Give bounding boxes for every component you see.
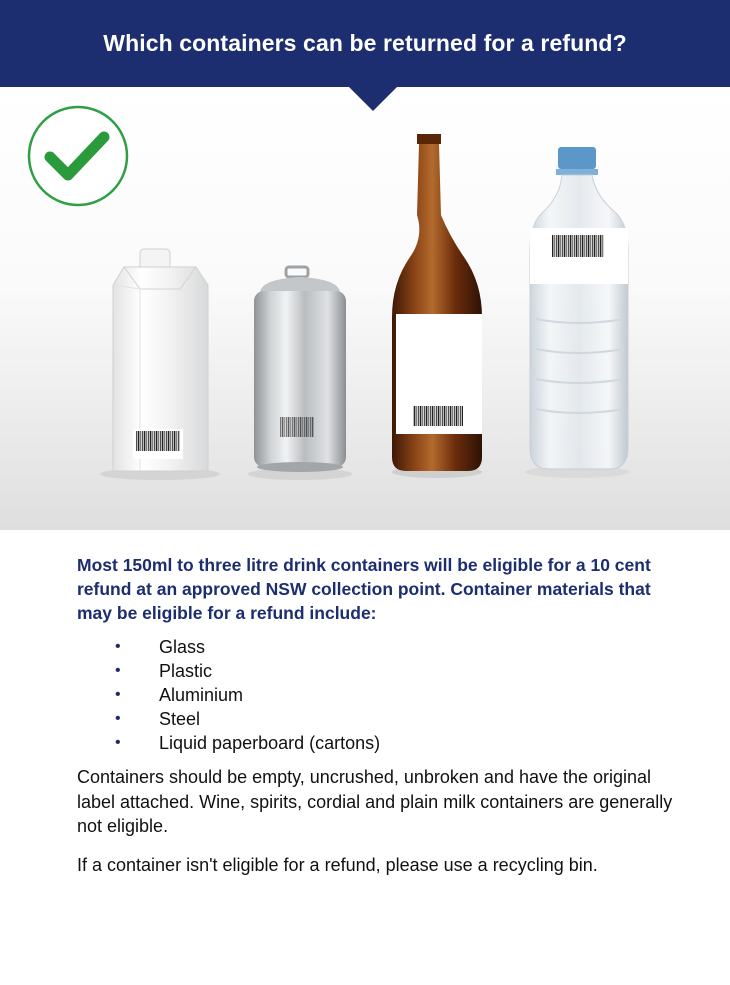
header-pointer <box>348 86 398 111</box>
can-image <box>254 267 346 472</box>
bullet: • <box>115 734 121 751</box>
material-label: Liquid paperboard (cartons) <box>159 733 381 753</box>
bullet: • <box>115 686 121 703</box>
material-label: Aluminium <box>159 685 244 705</box>
list-item <box>77 707 677 731</box>
list-item <box>77 635 677 659</box>
condition-note: Containers should be empty, uncrushed, unbroken and have the original label attached. Wine, spirits, cordial and plain milk containers are generally not eligible. <box>77 767 673 836</box>
checkmark-circle-icon <box>29 107 127 205</box>
list-item <box>77 731 677 755</box>
carton-image <box>113 249 208 471</box>
bullet: • <box>115 710 121 727</box>
list-item <box>77 683 677 707</box>
containers-photo <box>0 87 730 530</box>
material-label: Steel <box>159 709 201 729</box>
plastic-bottle-image <box>530 147 628 469</box>
material-label: Plastic <box>159 661 213 681</box>
bullet: • <box>115 662 121 679</box>
list-item <box>77 659 677 683</box>
bullet: • <box>115 638 121 655</box>
info-content <box>77 553 677 891</box>
eligibility-intro: Most 150ml to three litre drink containers will be eligible for a 10 cent refund at an approved NSW collection point. Container materials that may be eligible for a refund include: <box>77 555 651 623</box>
header-banner <box>0 0 730 87</box>
material-label: Glass <box>159 637 206 657</box>
page-title: Which containers can be returned for a refund? <box>103 30 627 56</box>
materials-list <box>77 635 677 755</box>
glass-bottle-image <box>392 134 482 471</box>
recycle-note: If a container isn't eligible for a refund, please use a recycling bin. <box>77 854 598 875</box>
